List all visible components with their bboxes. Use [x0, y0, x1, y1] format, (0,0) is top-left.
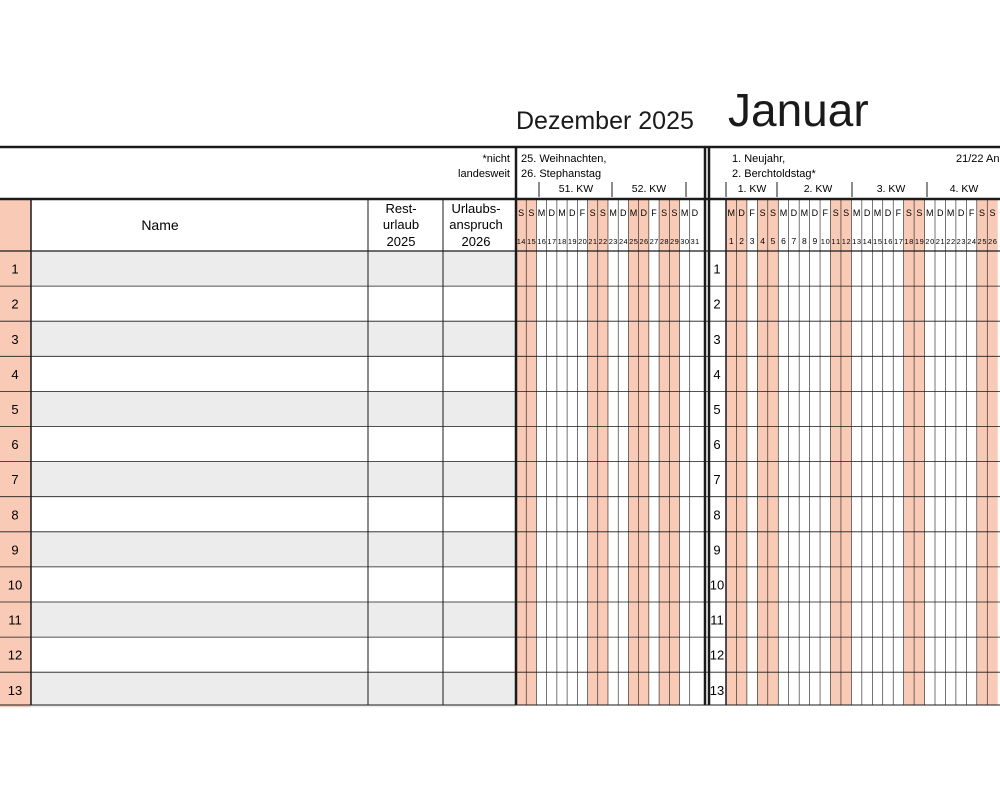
- january-row-number: 4: [713, 366, 721, 382]
- january-weekday-label: S: [989, 208, 996, 218]
- december-date-label: 31: [690, 237, 700, 246]
- january-date-label: 1: [728, 236, 734, 246]
- december-weekday-label: M: [680, 208, 689, 218]
- january-row-number: 7: [713, 472, 721, 488]
- january-weekend-column: [831, 199, 841, 705]
- january-weekday-label: F: [895, 208, 902, 218]
- december-date-label: 30: [680, 237, 689, 246]
- january-right-note: 21/22 An: [956, 153, 1000, 165]
- december-weekend-column: [639, 199, 649, 705]
- january-weekday-label: F: [749, 208, 755, 218]
- january-weekday-label: M: [852, 208, 861, 218]
- december-week-label: 52. KW: [631, 183, 667, 195]
- january-weekday-label: D: [790, 208, 798, 218]
- january-weekday-label: S: [843, 208, 850, 218]
- january-row-number: 6: [713, 437, 721, 453]
- january-date-label: 26: [988, 237, 997, 246]
- december-date-label: 24: [618, 237, 628, 246]
- january-weekday-label: D: [738, 208, 745, 218]
- december-weekday-label: M: [537, 208, 546, 218]
- december-date-label: 21: [588, 237, 598, 246]
- january-date-label: 10: [820, 237, 830, 246]
- name-column-header: Name: [141, 217, 179, 233]
- january-holiday-2: 2. Berchtoldstag*: [732, 168, 816, 180]
- january-weekday-label: M: [727, 208, 735, 218]
- entitlement-header-line-3: 2026: [461, 234, 491, 249]
- december-week-label: 51. KW: [558, 183, 594, 195]
- december-weekday-label: D: [568, 208, 576, 218]
- january-weekday-label: D: [863, 208, 871, 218]
- january-weekday-label: M: [873, 208, 882, 218]
- january-weekday-label: S: [979, 208, 986, 218]
- december-weekday-label: S: [518, 208, 525, 218]
- january-weekday-label: F: [822, 208, 829, 218]
- january-date-label: 20: [925, 237, 935, 246]
- note-line-2: landesweit: [458, 168, 510, 180]
- row-number: 2: [11, 296, 19, 312]
- current-month-title: Januar: [728, 84, 869, 136]
- entitlement-header-line-1: Urlaubs-: [451, 201, 501, 216]
- note-line-1: *nicht: [482, 153, 510, 165]
- december-weekend-column: [588, 199, 598, 705]
- row-number: 10: [7, 577, 23, 593]
- january-row-number: 11: [710, 612, 724, 628]
- december-date-label: 17: [547, 237, 557, 246]
- december-weekday-label: D: [620, 208, 627, 218]
- january-date-label: 13: [852, 237, 862, 246]
- december-date-label: 16: [537, 237, 546, 246]
- january-row-number: 5: [713, 401, 721, 417]
- january-weekend-column: [736, 199, 746, 705]
- january-date-label: 2: [739, 236, 745, 246]
- january-weekend-column: [726, 199, 736, 705]
- december-weekend-column: [526, 199, 536, 705]
- january-date-label: 3: [749, 236, 755, 246]
- december-weekday-label: D: [548, 208, 556, 218]
- row-number: 11: [8, 612, 22, 628]
- previous-month-title: Dezember 2025: [516, 107, 694, 135]
- january-row-number: 10: [709, 577, 725, 593]
- january-date-label: 25: [977, 237, 987, 246]
- december-weekday-label: F: [579, 208, 586, 218]
- january-weekend-column: [904, 199, 914, 705]
- december-weekday-label: S: [589, 208, 596, 218]
- january-date-label: 24: [967, 237, 977, 246]
- january-date-label: 12: [841, 237, 851, 246]
- january-weekday-label: S: [832, 208, 839, 218]
- december-weekend-column: [516, 199, 526, 705]
- december-weekday-label: S: [661, 208, 668, 218]
- january-weekend-column: [987, 199, 997, 705]
- december-weekday-label: M: [629, 208, 638, 218]
- row-number: 5: [11, 401, 19, 417]
- december-date-label: 23: [608, 237, 618, 246]
- december-holiday-1: 25. Weihnachten,: [521, 153, 607, 165]
- row-number: 13: [7, 682, 23, 698]
- december-weekend-column: [659, 199, 669, 705]
- row-number: 12: [7, 647, 23, 663]
- january-weekday-label: S: [916, 208, 923, 218]
- january-week-label: 2. KW: [803, 183, 833, 195]
- row-number: 3: [11, 331, 19, 347]
- december-date-label: 22: [598, 237, 608, 246]
- december-weekend-column: [628, 199, 638, 705]
- january-weekday-label: M: [800, 208, 809, 218]
- december-date-label: 27: [649, 237, 659, 246]
- january-date-label: 9: [812, 236, 818, 246]
- rest-header-line-2: urlaub: [382, 217, 420, 232]
- january-weekday-label: D: [957, 208, 965, 218]
- january-weekday-label: M: [779, 208, 788, 218]
- rest-header-line-3: 2025: [386, 234, 416, 249]
- december-weekday-label: D: [640, 208, 647, 218]
- january-date-label: 23: [956, 237, 966, 246]
- january-weekday-label: M: [946, 208, 955, 218]
- row-number: 1: [11, 261, 19, 277]
- december-weekday-label: S: [671, 208, 678, 218]
- row-number: 9: [11, 542, 19, 558]
- january-weekday-label: M: [926, 208, 934, 218]
- january-date-label: 21: [935, 237, 945, 246]
- december-weekday-label: S: [528, 208, 535, 218]
- january-date-label: 15: [873, 237, 883, 246]
- december-weekday-label: M: [558, 208, 566, 218]
- row-number: 7: [11, 472, 19, 488]
- january-row-number: 1: [713, 261, 721, 277]
- january-weekday-label: S: [905, 208, 912, 218]
- january-date-label: 7: [791, 236, 797, 246]
- january-date-label: 5: [770, 236, 776, 246]
- january-date-label: 6: [781, 236, 786, 246]
- january-week-label: 4. KW: [949, 183, 979, 195]
- january-date-label: 17: [893, 237, 903, 246]
- row-number: 8: [11, 507, 19, 523]
- december-weekend-column: [669, 199, 679, 705]
- december-date-label: 25: [629, 237, 638, 246]
- december-date-label: 29: [670, 237, 679, 246]
- january-date-label: 8: [802, 236, 807, 246]
- january-week-label: 1. KW: [737, 183, 767, 195]
- december-date-label: 26: [639, 237, 649, 246]
- january-weekend-column: [757, 199, 767, 705]
- december-date-label: 18: [557, 237, 567, 246]
- january-date-label: 22: [946, 237, 956, 246]
- january-weekday-label: F: [968, 208, 975, 218]
- december-date-label: 20: [578, 237, 587, 246]
- january-date-label: 16: [883, 237, 893, 246]
- january-row-number: 9: [713, 542, 721, 558]
- december-date-label: 28: [659, 237, 669, 246]
- january-weekday-label: S: [770, 208, 777, 218]
- january-weekday-label: S: [759, 208, 766, 218]
- number-header-cell: [0, 199, 31, 251]
- december-weekday-label: D: [691, 208, 699, 218]
- january-weekday-label: D: [811, 208, 819, 218]
- january-week-label: 3. KW: [876, 183, 906, 195]
- january-row-number: 13: [709, 682, 725, 698]
- row-number: 4: [11, 366, 19, 382]
- december-date-label: 19: [567, 237, 577, 246]
- december-holiday-2: 26. Stephanstag: [521, 168, 602, 180]
- december-date-label: 14: [516, 237, 526, 246]
- rest-header-line-1: Rest-: [385, 201, 417, 216]
- january-weekend-column: [914, 199, 924, 705]
- january-holiday-1: 1. Neujahr,: [732, 153, 786, 165]
- january-weekday-label: D: [936, 208, 944, 218]
- december-weekday-label: F: [651, 208, 657, 218]
- january-weekend-column: [977, 199, 987, 705]
- row-number: 6: [11, 437, 19, 453]
- january-weekend-column: [768, 199, 778, 705]
- december-date-label: 15: [526, 237, 536, 246]
- december-weekday-label: S: [599, 208, 606, 218]
- january-date-label: 4: [760, 236, 765, 246]
- december-weekday-label: M: [609, 208, 617, 218]
- january-date-label: 18: [904, 237, 914, 246]
- january-date-label: 19: [914, 237, 924, 246]
- january-row-number: 2: [713, 296, 721, 312]
- january-row-number: 8: [713, 507, 721, 523]
- january-row-number: 12: [709, 647, 725, 663]
- january-weekend-column: [841, 199, 851, 705]
- january-date-label: 14: [862, 237, 872, 246]
- january-weekday-label: D: [884, 208, 892, 218]
- december-weekend-column: [598, 199, 608, 705]
- january-date-label: 11: [831, 237, 841, 246]
- january-row-number: 3: [713, 331, 721, 347]
- entitlement-header-line-2: anspruch: [449, 217, 503, 232]
